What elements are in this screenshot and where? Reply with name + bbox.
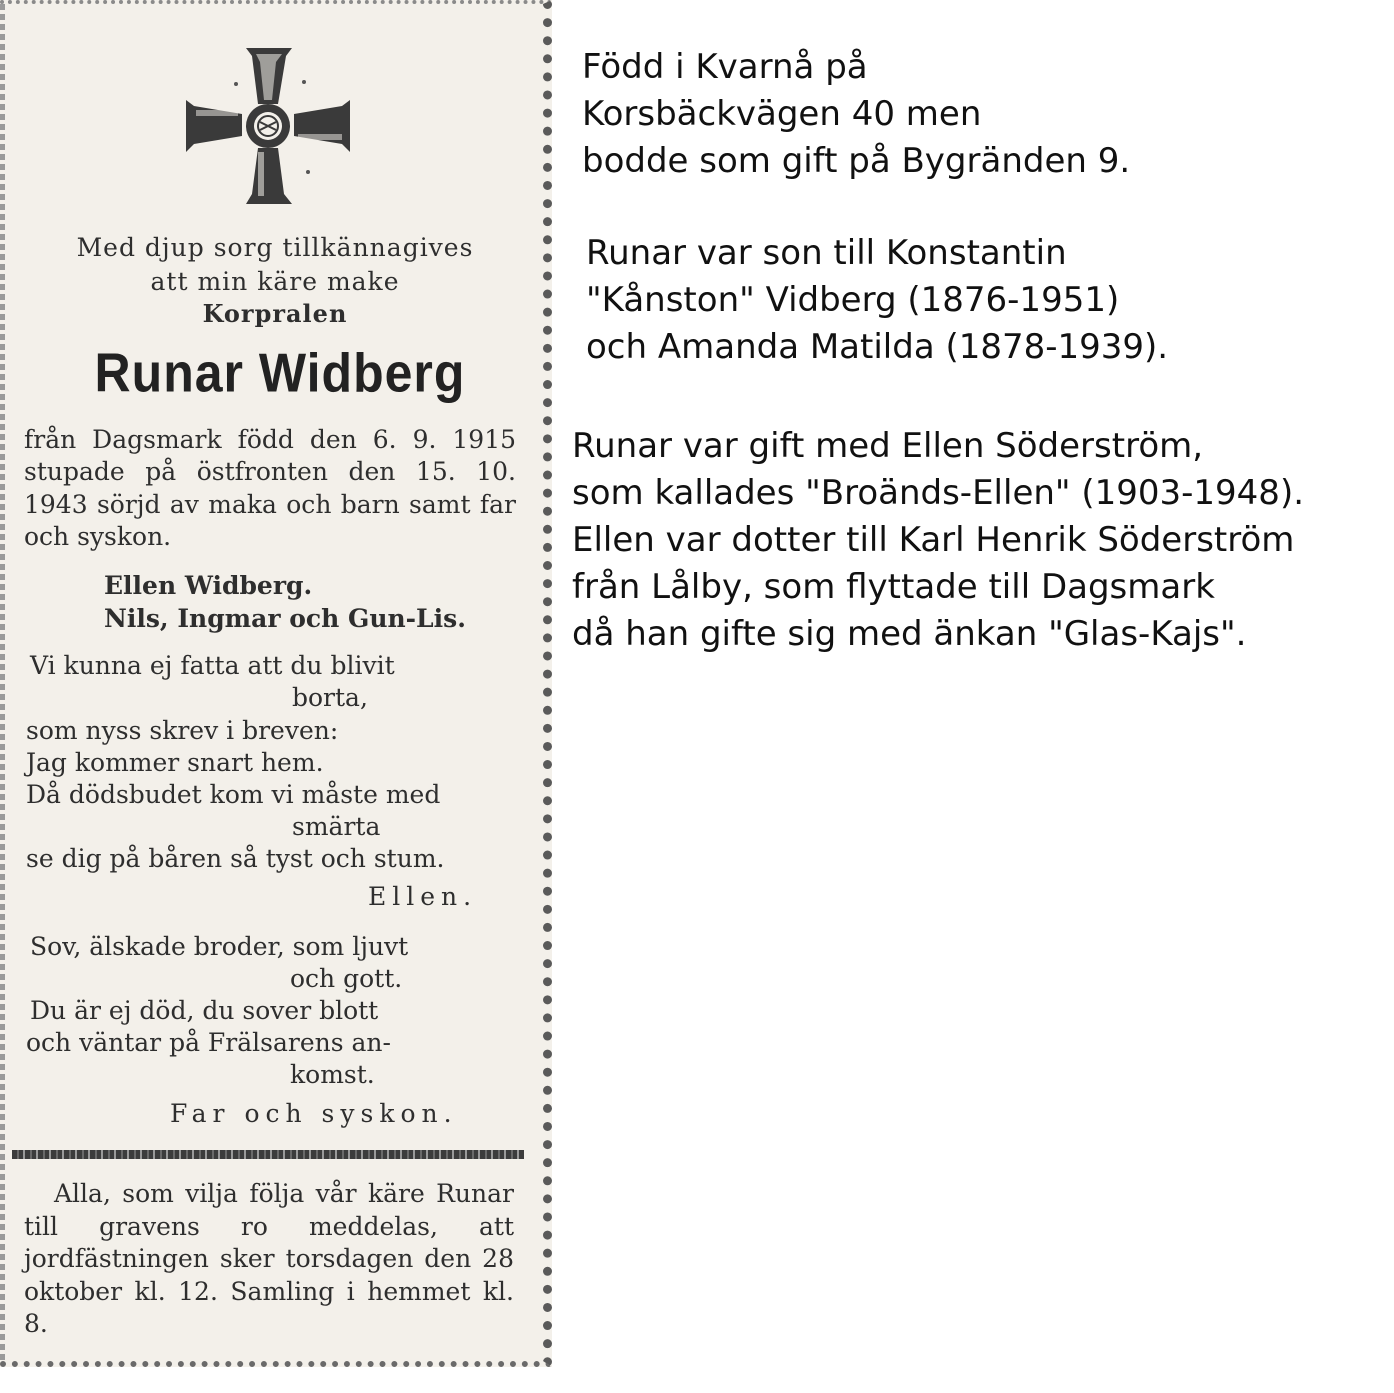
note-line: Korsbäckvägen 40 men: [582, 94, 982, 134]
poem-line: och väntar på Frälsarens an-: [26, 1028, 391, 1057]
signer-line: Nils, Ingmar och Gun-Lis.: [104, 604, 466, 633]
note-line: bodde som gift på Bygränden 9.: [582, 141, 1131, 181]
note-line: Runar var gift med Ellen Söderström,: [572, 426, 1204, 466]
poem-2-signature: Far och syskon.: [170, 1099, 458, 1128]
obituary-clipping: [0, 0, 552, 1367]
note-birthplace: [582, 44, 1130, 185]
poem-line: se dig på båren så tyst och stum.: [26, 844, 445, 873]
announcement-text: från Dagsmark född den 6. 9. 1915 stupade på östfronten den 15. 10. 1943 sörjd av maka och barn samt far och syskon.: [24, 425, 516, 551]
poem-line: komst.: [290, 1060, 375, 1089]
section-divider: [12, 1150, 524, 1159]
note-line: från Lålby, som flyttade till Dagsmark: [572, 567, 1215, 607]
intro-line: Med djup sorg tillkännagives: [76, 233, 474, 262]
note-line: Ellen var dotter till Karl Henrik Söderström: [572, 520, 1295, 560]
poem-line: smärta: [292, 812, 381, 841]
cross-emblem-icon: [186, 48, 350, 204]
poem-line: Vi kunna ej fatta att du blivit: [30, 651, 395, 680]
poem-line: Jag kommer snart hem.: [26, 748, 324, 777]
poem-line: och gott.: [290, 964, 403, 993]
note-line: "Kånston" Vidberg (1876-1951): [586, 280, 1120, 320]
poem-line: Sov, älskade broder, som ljuvt: [30, 932, 409, 961]
intro-line: att min käre make: [150, 267, 400, 296]
note-line: och Amanda Matilda (1878-1939).: [586, 327, 1169, 367]
poem-line: borta,: [292, 683, 368, 712]
note-line: Född i Kvarnå på: [582, 47, 868, 87]
poem-line: Då dödsbudet kom vi måste med: [26, 780, 441, 809]
note-line: som kallades "Broänds-Ellen" (1903-1948).: [572, 473, 1305, 513]
rank-title: Korpralen: [202, 299, 348, 328]
poem-line: som nyss skrev i breven:: [26, 716, 339, 745]
signer-line: Ellen Widberg.: [104, 571, 313, 600]
funeral-notice: Alla, som vilja följa vår käre Runar till gravens ro meddelas, att jordfästningen sker torsdagen den 28 oktober kl. 12. Samling i hemmet kl. 8.: [24, 1179, 514, 1338]
note-parents: [586, 230, 1168, 371]
poem-line: Du är ej död, du sover blott: [30, 996, 379, 1025]
note-line: då han gifte sig med änkan "Glas-Kajs".: [572, 614, 1247, 654]
poem-1-signature: Ellen.: [368, 882, 478, 911]
note-line: Runar var son till Konstantin: [586, 233, 1067, 273]
note-spouse: [572, 423, 1304, 658]
deceased-name: Runar Widberg: [94, 342, 466, 404]
